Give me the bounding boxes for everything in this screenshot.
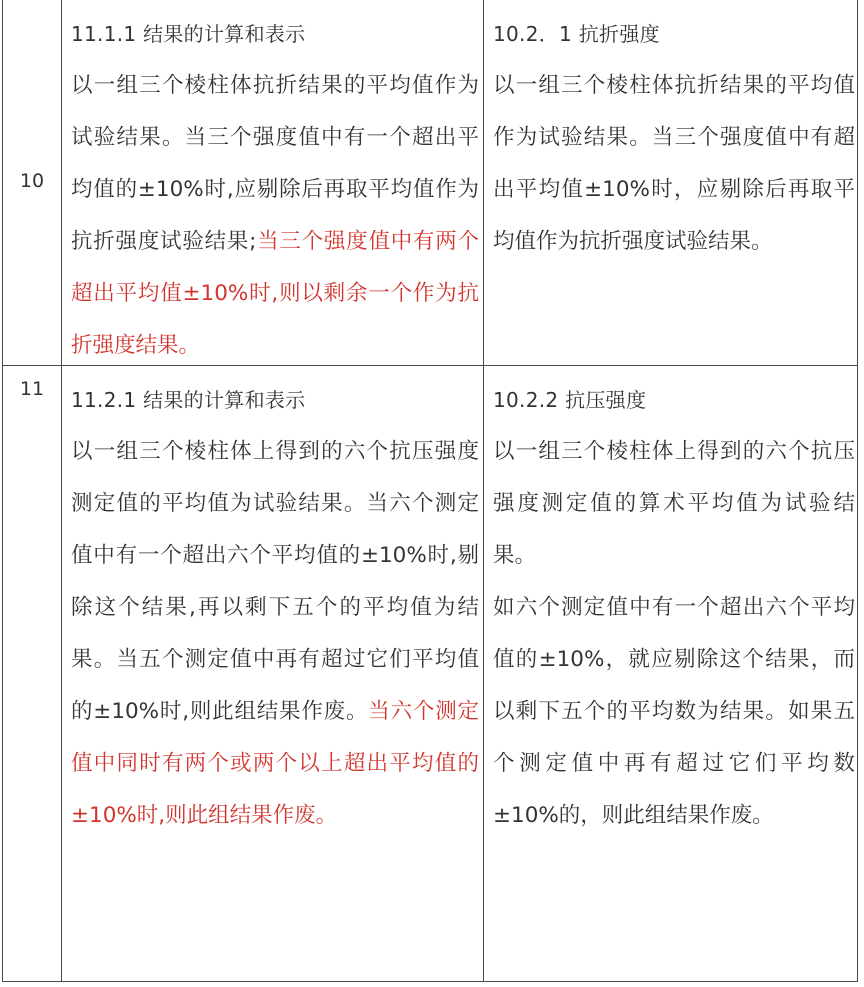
clause-text: 如六个测定值中有一个超出六个平均值的±10%，就应剔除这个结果，而以剩下五个的平均数为结果。如果五个测定值中再有超过它们平均数±10%的，则此组结果作废。 bbox=[493, 595, 855, 828]
clause-text: 以一组三个棱柱体上得到的六个抗压强度测定值的算术平均值为试验结果。 bbox=[493, 439, 855, 568]
clause-heading: 11.2.1 结果的计算和表示 bbox=[71, 388, 306, 412]
clause-text bbox=[71, 60, 479, 372]
table-row bbox=[3, 366, 857, 981]
column-divider bbox=[483, 366, 484, 981]
old-standard-cell bbox=[71, 374, 479, 842]
table-row bbox=[3, 0, 857, 366]
new-standard-cell bbox=[493, 374, 855, 842]
column-divider bbox=[483, 0, 484, 365]
column-divider bbox=[61, 366, 62, 981]
clause-heading: 10.2.2 抗压强度 bbox=[493, 388, 647, 412]
row-number: 10 bbox=[19, 170, 45, 192]
clause-text: 以一组三个棱柱体抗折结果的平均值作为试验结果。当三个强度值中有超出平均值±10%时，应剔除后再取平均值作为抗折强度试验结果。 bbox=[493, 73, 855, 254]
clause-text bbox=[71, 426, 479, 842]
column-divider bbox=[61, 0, 62, 365]
highlighted-change: 当六个测定值中同时有两个或两个以上超出平均值的±10%时,则此组结果作废。 bbox=[71, 699, 479, 828]
clause-heading: 11.1.1 结果的计算和表示 bbox=[71, 22, 306, 46]
clause-body: 以一组三个棱柱体抗折结果的平均值作为试验结果。当三个强度值中有一个超出平均值的±10%时,应剔除后再取平均值作为抗折强度试验结果; bbox=[71, 73, 479, 254]
old-standard-cell bbox=[71, 8, 479, 372]
clause-heading: 10.2．1 抗折强度 bbox=[493, 22, 660, 46]
highlighted-change: 当三个强度值中有两个超出平均值±10%时,则以剩余一个作为抗折强度结果。 bbox=[71, 229, 479, 358]
row-number: 11 bbox=[19, 378, 45, 400]
new-standard-cell bbox=[493, 8, 855, 268]
clause-body: 以一组三个棱柱体上得到的六个抗压强度测定值的平均值为试验结果。当六个测定值中有一个超出六个平均值的±10%时,剔除这个结果,再以剩下五个的平均值为结果。当五个测定值中再有超过它们平均值的±10%时,则此组结果作废。 bbox=[71, 439, 479, 724]
comparison-table bbox=[2, 0, 858, 982]
